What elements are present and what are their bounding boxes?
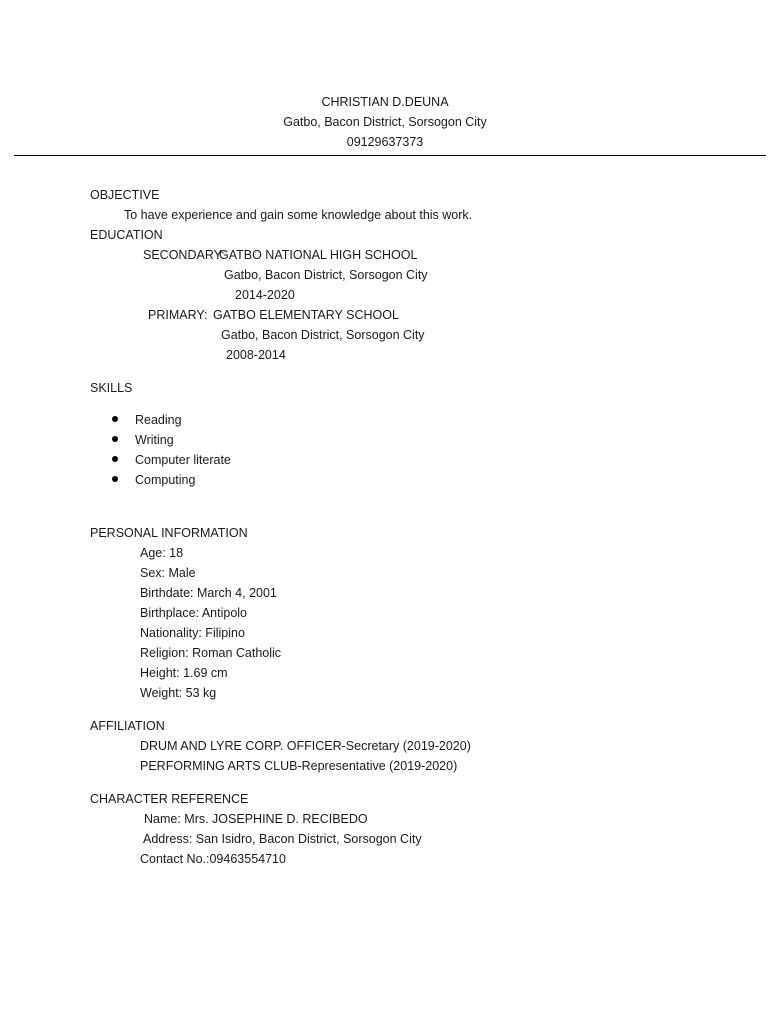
bullet-icon	[112, 476, 118, 482]
primary-label: PRIMARY:	[148, 308, 208, 322]
skill-item: Computing	[135, 473, 196, 487]
personal-item-birthdate: Birthdate: March 4, 2001	[140, 586, 277, 600]
secondary-label: SECONDARY:	[143, 248, 225, 262]
applicant-name: CHRISTIAN D.DEUNA	[321, 95, 449, 109]
reference-contact: Contact No.:09463554710	[140, 852, 286, 866]
bullet-icon	[112, 416, 118, 422]
affiliation-item: PERFORMING ARTS CLUB-Representative (2019-2020)	[140, 759, 458, 773]
applicant-address: Gatbo, Bacon District, Sorsogon City	[283, 115, 487, 129]
skills-heading: SKILLS	[90, 381, 133, 395]
primary-school: GATBO ELEMENTARY SCHOOL	[213, 308, 399, 322]
objective-text: To have experience and gain some knowledge about this work.	[124, 208, 473, 222]
personal-item-weight: Weight: 53 kg	[140, 686, 217, 700]
personal-item-age: Age: 18	[140, 546, 184, 560]
personal-item-sex: Sex: Male	[140, 566, 196, 580]
affiliation-item: DRUM AND LYRE CORP. OFFICER-Secretary (2019-2020)	[140, 739, 471, 753]
affiliation-heading: AFFILIATION	[90, 719, 165, 733]
personal-item-height: Height: 1.69 cm	[140, 666, 228, 680]
primary-years: 2008-2014	[226, 348, 286, 362]
bullet-icon	[112, 436, 118, 442]
objective-heading: OBJECTIVE	[90, 188, 160, 202]
reference-address: Address: San Isidro, Bacon District, Sorsogon City	[143, 832, 422, 846]
personal-heading: PERSONAL INFORMATION	[90, 526, 248, 540]
primary-address: Gatbo, Bacon District, Sorsogon City	[221, 328, 425, 342]
skill-item: Computer literate	[135, 453, 231, 467]
skill-item: Reading	[135, 413, 182, 427]
bullet-icon	[112, 456, 118, 462]
secondary-school: GATBO NATIONAL HIGH SCHOOL	[219, 248, 418, 262]
reference-name: Name: Mrs. JOSEPHINE D. RECIBEDO	[144, 812, 368, 826]
header-divider	[14, 155, 766, 156]
education-heading: EDUCATION	[90, 228, 163, 242]
personal-item-religion: Religion: Roman Catholic	[140, 646, 282, 660]
personal-item-nationality: Nationality: Filipino	[140, 626, 245, 640]
skill-item: Writing	[135, 433, 174, 447]
personal-item-birthplace: Birthplace: Antipolo	[140, 606, 248, 620]
applicant-phone: 09129637373	[346, 135, 424, 149]
reference-heading: CHARACTER REFERENCE	[90, 792, 249, 806]
secondary-address: Gatbo, Bacon District, Sorsogon City	[224, 268, 428, 282]
secondary-years: 2014-2020	[235, 288, 295, 302]
